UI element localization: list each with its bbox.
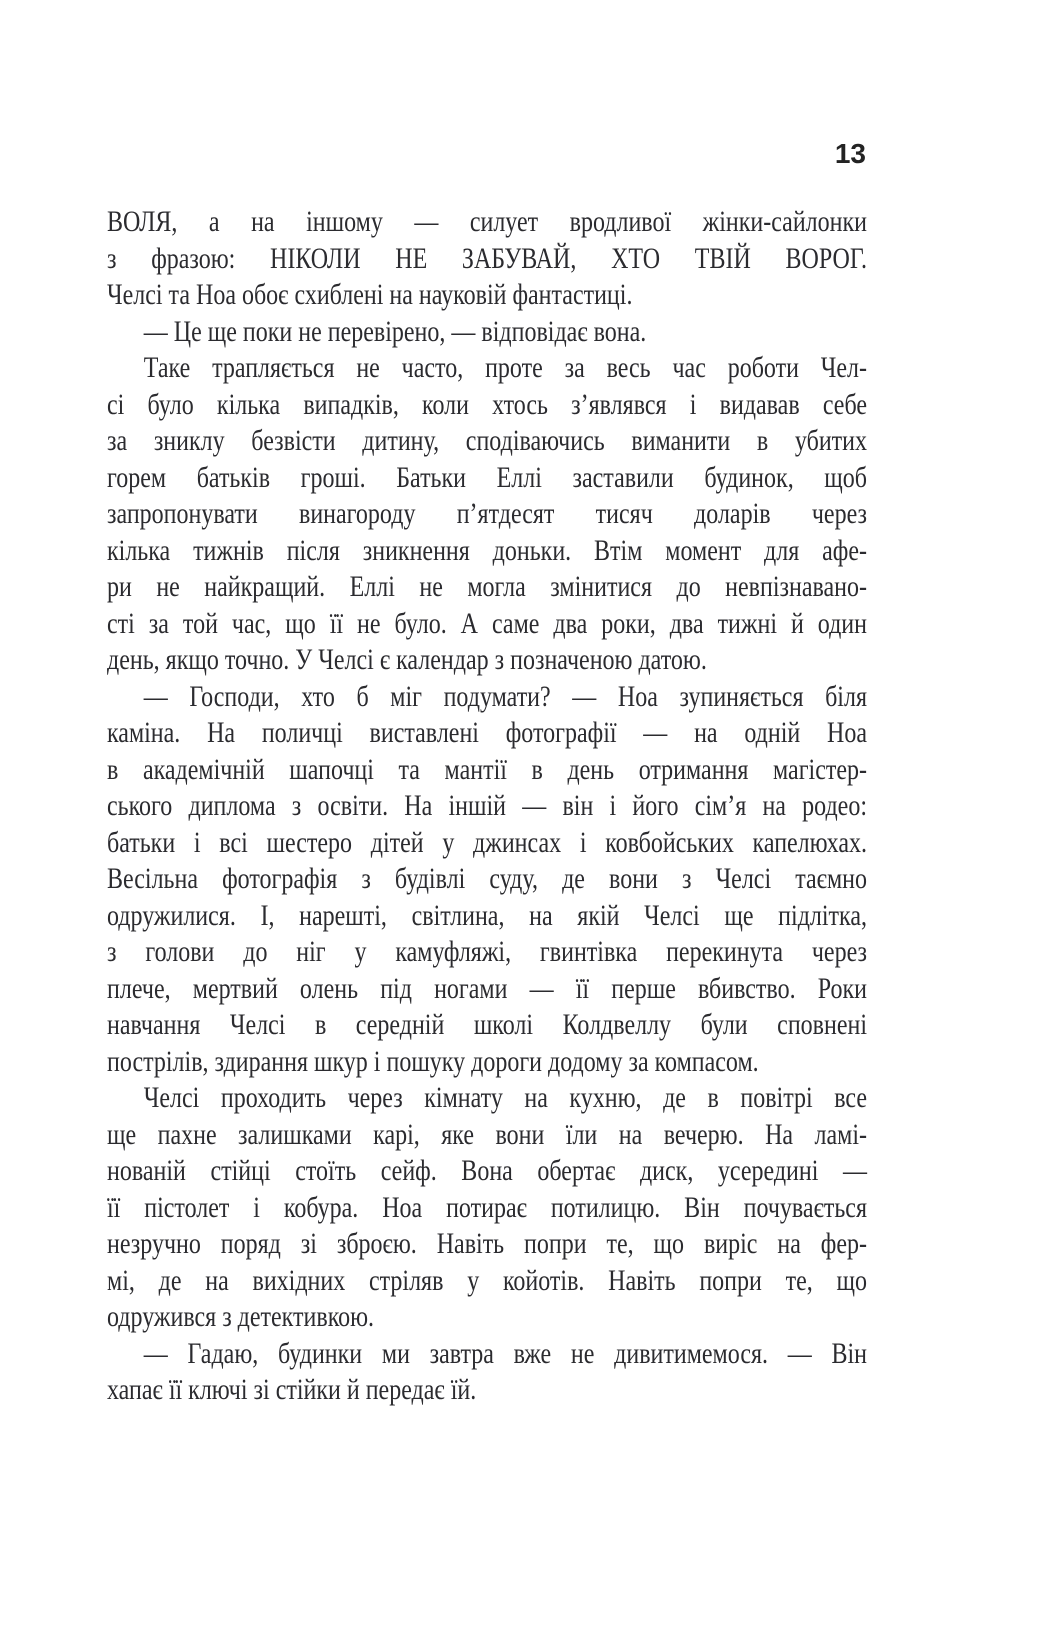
text-line: незручно поряд зі зброєю. Навіть попри те, що виріс на фер-	[107, 1227, 867, 1260]
paragraph	[107, 350, 867, 679]
text-line: день, якщо точно. У Челсі є календар з позначеною датою.	[107, 643, 707, 676]
text-line: кілька тижнів після зникнення доньки. Втім момент для афе-	[107, 533, 867, 567]
text-line: хапає її ключі зі стійки й передає їй.	[107, 1373, 477, 1406]
text-line: її пістолет і кобура. Ноа потирає потилицю. Він почувається	[107, 1190, 867, 1224]
text-line: ВОЛЯ, а на іншому — силует вродливої жінки-сайлонки	[107, 205, 867, 238]
text-line: запропонувати винагороду п’ятдесят тисяч доларів через	[107, 497, 867, 530]
text-line: ського диплома з освіти. На іншій — він і його сім’я на родео:	[107, 789, 867, 822]
text-line: ри не найкращий. Еллі не могла змінитися до невпізнавано-	[107, 570, 867, 603]
text-line: сті за той час, що її не було. А саме два роки, два тижні й один	[107, 606, 867, 640]
paragraph	[107, 314, 867, 351]
text-line: горем батьків гроші. Батьки Еллі заставили будинок, щоб	[107, 460, 867, 494]
text-line: одружився з детективкою.	[107, 1300, 375, 1333]
text-line: Таке трапляється не часто, проте за весь час роботи Чел-	[143, 351, 868, 384]
text-line: Челсі та Ноа обоє схиблені на науковій фантастиці.	[107, 278, 633, 311]
page-number: 13	[834, 138, 866, 169]
text-line: Челсі проходить через кімнату на кухню, де в повітрі все	[143, 1081, 868, 1114]
text-line: Весільна фотографія з будівлі суду, де вони з Челсі таємно	[107, 862, 867, 895]
text-line: пострілів, здирання шкур і пошуку дороги додому за компасом.	[107, 1044, 759, 1078]
text-line: — Господи, хто б міг подумати? — Ноа зупиняється біля	[143, 679, 868, 713]
text-line: з голови до ніг у камуфляжі, гвинтівка перекинута через	[107, 935, 867, 968]
text-line: — Це ще поки не перевірено, — відповідає вона.	[143, 314, 647, 348]
text-line: одружилися. І, нарешті, світлина, на якій Челсі ще підлітка,	[107, 898, 867, 932]
text-line: плече, мертвий олень під ногами — її перше вбивство. Роки	[107, 971, 867, 1005]
text-block	[107, 204, 867, 1409]
text-line: сі було кілька випадків, коли хтось з’являвся і видавав себе	[107, 387, 867, 421]
text-line: каміна. На поличці виставлені фотографії — на одній Ноа	[107, 716, 867, 749]
text-line: в академічній шапочці та мантії в день отримання магістер-	[107, 752, 867, 786]
text-line: мі, де на вихідних стріляв у койотів. Навіть попри те, що	[107, 1263, 867, 1297]
text-line: з фразою: НІКОЛИ НЕ ЗАБУВАЙ, ХТО ТВІЙ ВОРОГ.	[107, 241, 867, 275]
text-line: ще пахне залишками карі, яке вони їли на вечерю. На ламі-	[107, 1117, 867, 1151]
paragraph	[107, 679, 867, 1081]
text-line: нованій стійці стоїть сейф. Вона обертає диск, усередині —	[107, 1154, 867, 1187]
paragraph	[107, 1080, 867, 1336]
text-line: — Гадаю, будинки ми завтра вже не дивитимемося. — Він	[143, 1336, 868, 1370]
text-line: за зниклу безвісти дитину, сподіваючись виманити в убитих	[107, 424, 867, 457]
text-line: навчання Челсі в середній школі Колдвеллу були сповнені	[107, 1008, 867, 1041]
paragraph	[107, 204, 867, 314]
text-line: батьки і всі шестеро дітей у джинсах і ковбойських капелюхах.	[107, 825, 867, 859]
paragraph	[107, 1336, 867, 1409]
